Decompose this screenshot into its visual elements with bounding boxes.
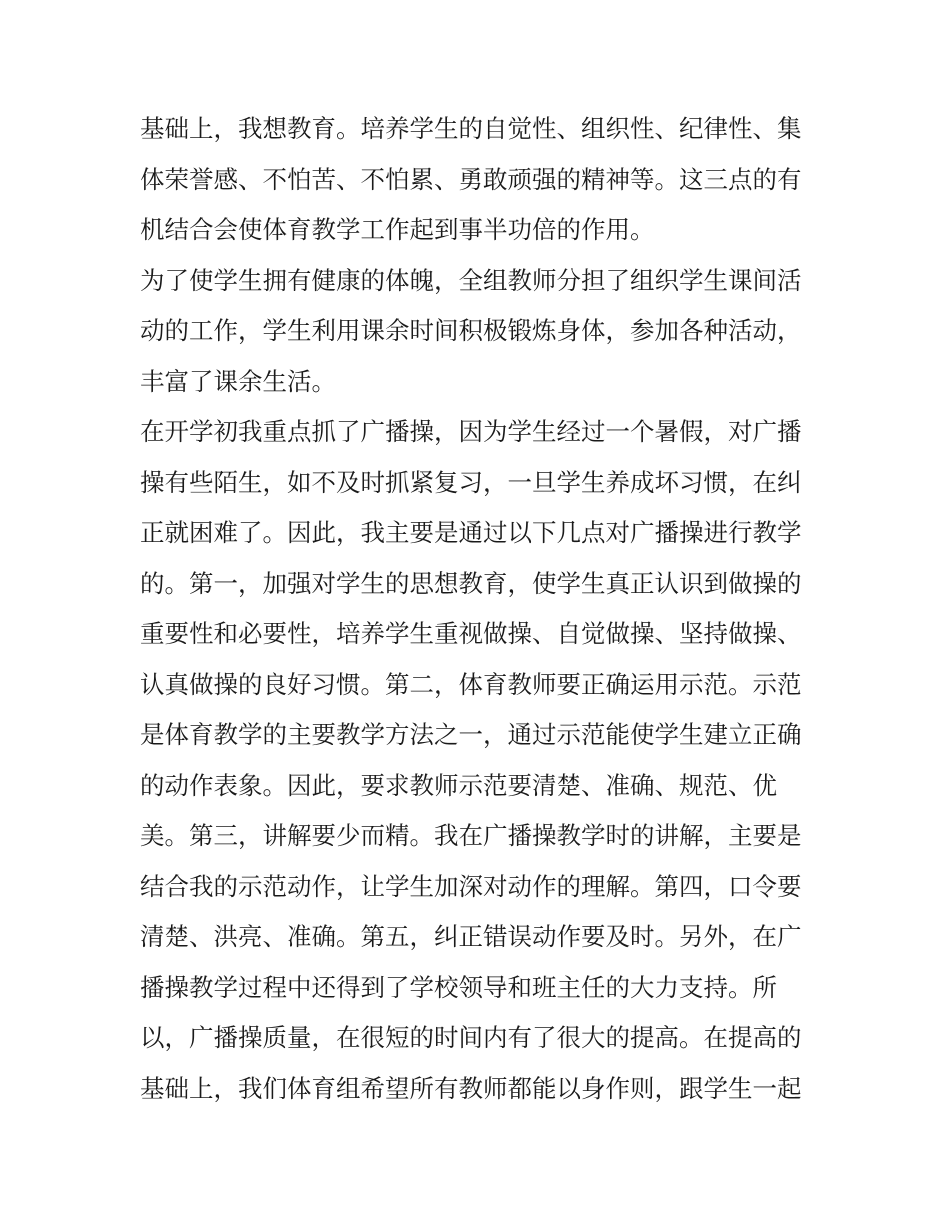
text-line: 认真做操的良好习惯。第二，体育教师要正确运用示范。示范 bbox=[140, 669, 802, 699]
paragraph-1 bbox=[140, 104, 820, 256]
text-line: 基础上，我们体育组希望所有教师都能以身作则，跟学生一起 bbox=[140, 1073, 802, 1103]
text-line: 是体育教学的主要教学方法之一，通过示范能使学生建立正确 bbox=[140, 720, 802, 749]
text-line: 在开学初我重点抓了广播操，因为学生经过一个暑假，对广播 bbox=[140, 417, 802, 446]
text-line: 体荣誉感、不怕苦、不怕累、勇敢顽强的精神等。这三点的有 bbox=[140, 164, 802, 194]
text-line: 丰富了课余生活。 bbox=[140, 366, 336, 396]
text-line: 美。第三，讲解要少而精。我在广播操教学时的讲解，主要是 bbox=[140, 821, 802, 850]
text-line: 动的工作，学生利用课余时间积极锻炼身体，参加各种活动， bbox=[140, 316, 802, 345]
document-body bbox=[140, 104, 820, 1114]
text-line: 为了使学生拥有健康的体魄，全组教师分担了组织学生课间活 bbox=[140, 265, 802, 295]
text-line: 清楚、洪亮、准确。第五，纠正错误动作要及时。另外，在广 bbox=[140, 922, 802, 951]
text-line: 重要性和必要性，培养学生重视做操、自觉做操、坚持做操、 bbox=[140, 619, 802, 648]
paragraph-2 bbox=[140, 256, 820, 408]
text-line: 正就困难了。因此，我主要是通过以下几点对广播操进行教学 bbox=[140, 518, 802, 547]
text-line: 操有些陌生，如不及时抓紧复习，一旦学生养成坏习惯，在纠 bbox=[140, 467, 802, 497]
text-line: 的动作表象。因此，要求教师示范要清楚、准确、规范、优 bbox=[140, 770, 777, 800]
text-line: 机结合会使体育教学工作起到事半功倍的作用。 bbox=[140, 215, 655, 244]
text-line: 以，广播操质量，在很短的时间内有了很大的提高。在提高的 bbox=[140, 1023, 802, 1052]
text-line: 的。第一，加强对学生的思想教育，使学生真正认识到做操的 bbox=[140, 568, 802, 598]
text-line: 播操教学过程中还得到了学校领导和班主任的大力支持。所 bbox=[140, 972, 777, 1002]
text-line: 结合我的示范动作，让学生加深对动作的理解。第四，口令要 bbox=[140, 871, 802, 901]
text-line: 基础上，我想教育。培养学生的自觉性、组织性、纪律性、集 bbox=[140, 114, 802, 143]
paragraph-3 bbox=[140, 407, 820, 1114]
